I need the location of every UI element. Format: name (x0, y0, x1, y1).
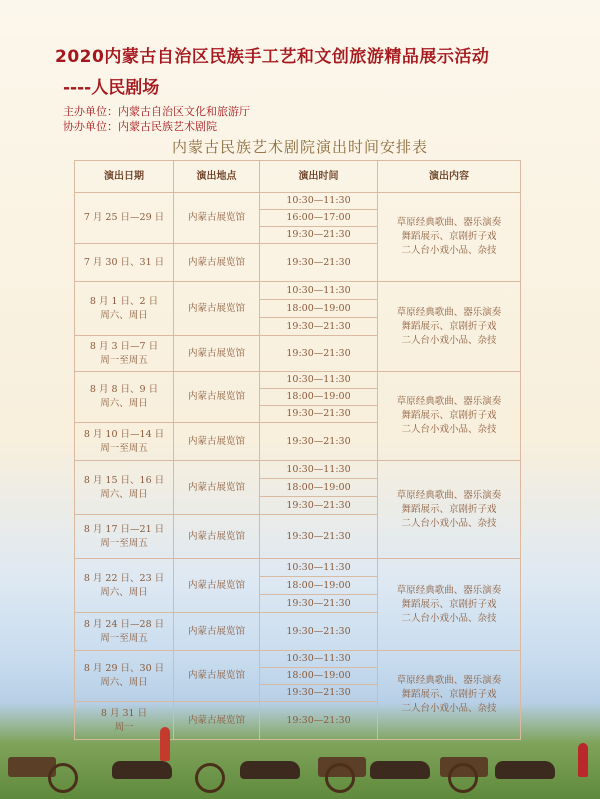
time-cell: 19:30—21:30 (260, 515, 378, 559)
time-cell: 19:30—21:30 (260, 613, 378, 651)
time-cell: 18:00—19:00 (260, 479, 378, 497)
table-title: 内蒙古民族艺术剧院演出时间安排表 (171, 138, 428, 156)
time-cell: 19:30—21:30 (260, 336, 378, 372)
venue-cell: 内蒙古展览馆 (174, 423, 260, 461)
table-row (75, 651, 521, 668)
time-cell: 18:00—19:00 (260, 577, 378, 595)
date-cell: 8 月 29 日、30 日 周六、周日 (75, 651, 174, 702)
table-row (75, 461, 521, 479)
co-organizer-text: 协办单位：内蒙古民族艺术剧院 (63, 120, 217, 133)
venue-cell: 内蒙古展览馆 (174, 193, 260, 244)
venue-cell: 内蒙古展览馆 (174, 702, 260, 740)
time-cell: 19:30—21:30 (260, 702, 378, 740)
table-row (75, 193, 521, 210)
venue-cell: 内蒙古展览馆 (174, 282, 260, 336)
time-cell: 19:30—21:30 (260, 227, 378, 244)
time-cell: 10:30—11:30 (260, 372, 378, 389)
person-shape (160, 727, 170, 761)
table-header-row (75, 161, 521, 193)
header-venue: 演出地点 (174, 161, 260, 193)
date-cell: 8 月 3 日—7 日 周一至周五 (75, 336, 174, 372)
header-content: 演出内容 (378, 161, 521, 193)
date-cell: 8 月 31 日 周一 (75, 702, 174, 740)
venue-cell: 内蒙古展览馆 (174, 515, 260, 559)
content-cell: 草原经典歌曲、器乐演奏 舞蹈展示、京剧折子戏 二人台小戏小品、杂技 (378, 282, 521, 372)
content-cell: 草原经典歌曲、器乐演奏 舞蹈展示、京剧折子戏 二人台小戏小品、杂技 (378, 372, 521, 461)
time-cell: 19:30—21:30 (260, 685, 378, 702)
time-cell: 19:30—21:30 (260, 595, 378, 613)
table-row (75, 282, 521, 300)
venue-cell: 内蒙古展览馆 (174, 651, 260, 702)
content-cell: 草原经典歌曲、器乐演奏 舞蹈展示、京剧折子戏 二人台小戏小品、杂技 (378, 559, 521, 651)
date-cell: 8 月 22 日、23 日 周六、周日 (75, 559, 174, 613)
table-row (75, 559, 521, 577)
page-title: 2020内蒙古自治区民族手工艺和文创旅游精品展示活动 (55, 47, 490, 67)
time-cell: 10:30—11:30 (260, 559, 378, 577)
header-date: 演出日期 (75, 161, 174, 193)
time-cell: 10:30—11:30 (260, 461, 378, 479)
content-cell: 草原经典歌曲、器乐演奏 舞蹈展示、京剧折子戏 二人台小戏小品、杂技 (378, 461, 521, 559)
page-subtitle: ----人民剧场 (63, 78, 160, 98)
time-cell: 19:30—21:30 (260, 318, 378, 336)
venue-cell: 内蒙古展览馆 (174, 559, 260, 613)
content-cell: 草原经典歌曲、器乐演奏 舞蹈展示、京剧折子戏 二人台小戏小品、杂技 (378, 651, 521, 740)
date-cell: 8 月 15 日、16 日 周六、周日 (75, 461, 174, 515)
wheel-shape (448, 763, 478, 793)
date-cell: 8 月 24 日—28 日 周一至周五 (75, 613, 174, 651)
venue-cell: 内蒙古展览馆 (174, 336, 260, 372)
table-row (75, 372, 521, 389)
wheel-shape (48, 763, 78, 793)
time-cell: 19:30—21:30 (260, 244, 378, 282)
content-cell: 草原经典歌曲、器乐演奏 舞蹈展示、京剧折子戏 二人台小戏小品、杂技 (378, 193, 521, 282)
date-cell: 8 月 17 日—21 日 周一至周五 (75, 515, 174, 559)
date-cell: 7 月 30 日、31 日 (75, 244, 174, 282)
ox-shape (495, 761, 555, 779)
ox-shape (370, 761, 430, 779)
wheel-shape (325, 763, 355, 793)
time-cell: 18:00—19:00 (260, 300, 378, 318)
ox-shape (112, 761, 172, 779)
time-cell: 19:30—21:30 (260, 497, 378, 515)
date-cell: 8 月 8 日、9 日 周六、周日 (75, 372, 174, 423)
time-cell: 10:30—11:30 (260, 651, 378, 668)
time-cell: 10:30—11:30 (260, 282, 378, 300)
date-cell: 8 月 1 日、2 日 周六、周日 (75, 282, 174, 336)
time-cell: 10:30—11:30 (260, 193, 378, 210)
schedule-table (74, 160, 521, 740)
time-cell: 18:00—19:00 (260, 668, 378, 685)
venue-cell: 内蒙古展览馆 (174, 613, 260, 651)
date-cell: 7 月 25 日—29 日 (75, 193, 174, 244)
person-shape (578, 743, 588, 777)
venue-cell: 内蒙古展览馆 (174, 461, 260, 515)
header-time: 演出时间 (260, 161, 378, 193)
time-cell: 19:30—21:30 (260, 423, 378, 461)
wheel-shape (195, 763, 225, 793)
date-cell: 8 月 10 日—14 日 周一至周五 (75, 423, 174, 461)
venue-cell: 内蒙古展览馆 (174, 372, 260, 423)
time-cell: 16:00—17:00 (260, 210, 378, 227)
organizer-text: 主办单位：内蒙古自治区文化和旅游厅 (63, 105, 250, 118)
ox-shape (240, 761, 300, 779)
venue-cell: 内蒙古展览馆 (174, 244, 260, 282)
time-cell: 19:30—21:30 (260, 406, 378, 423)
time-cell: 18:00—19:00 (260, 389, 378, 406)
